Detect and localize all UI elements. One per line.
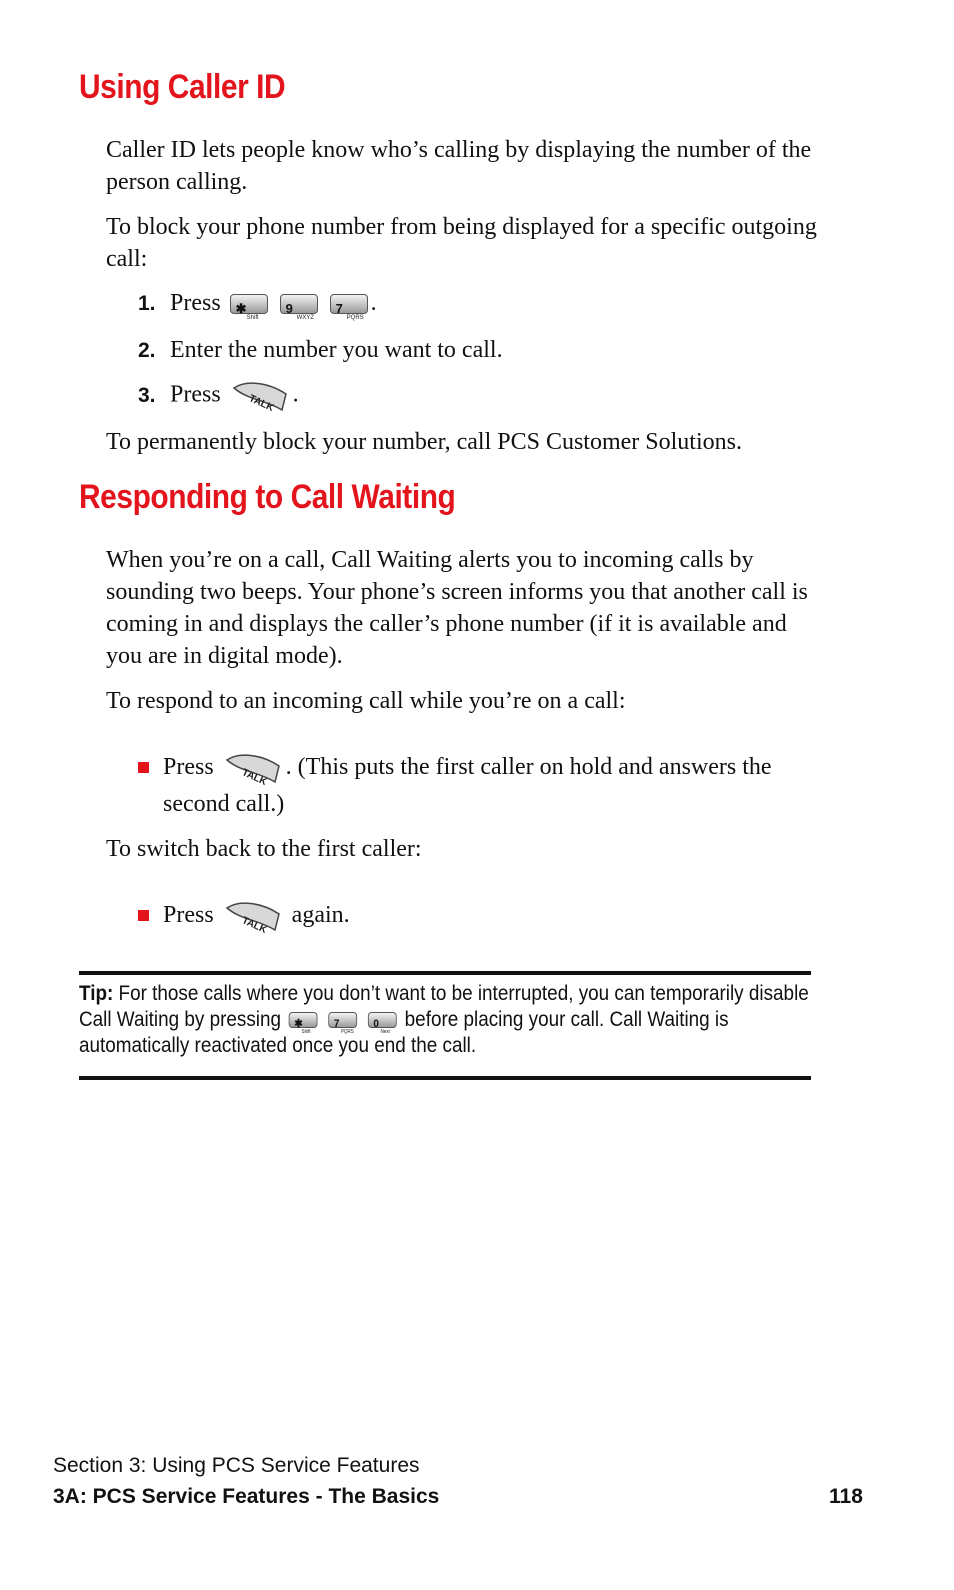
step-number: 1. [138, 292, 156, 315]
step-suffix: . [370, 290, 377, 316]
bullet-text: Press [163, 902, 214, 928]
bullet-square [138, 910, 149, 921]
seven-pqrs-key-icon: 7 PQRS [330, 294, 368, 314]
call-waiting-intro: When you’re on a call, Call Waiting alerts you to incoming calls by sounding two beeps. Your phone’s screen informs you that another call is coming in and displays the caller’s phone number (if it is available and you are in digital mode). [106, 547, 808, 669]
page-number: 118 [829, 1485, 863, 1508]
permanent-block-note: To permanently block your number, call PCS Customer Solutions. [106, 429, 742, 455]
step-number: 2. [138, 339, 156, 362]
bullet-switch-back [138, 897, 818, 937]
footer-section: Section 3: Using PCS Service Features [53, 1454, 420, 1477]
bullet-text: Press [163, 754, 214, 780]
bullet-square [138, 762, 149, 773]
zero-next-key-icon: 0 Next [368, 1012, 397, 1028]
step-suffix: . [292, 381, 299, 408]
step-text: Press [170, 381, 221, 408]
heading-using-caller-id: Using Caller ID [79, 68, 286, 106]
talk-key-icon: TALK [223, 750, 283, 786]
talk-key-icon: TALK [223, 898, 283, 934]
tip-text: For those calls where you don’t want to be interrupted, you can temporarily disable Call Waiting by pressing [79, 982, 809, 1031]
bullet-suffix: . (This puts the first caller on hold and answers the second call.) [163, 754, 772, 818]
star-shift-key-icon: ✱ Shift [230, 294, 268, 314]
tip-label: Tip: [79, 982, 114, 1005]
seven-pqrs-key-icon: 7 PQRS [328, 1012, 357, 1028]
star-shift-key-icon: ✱ Shift [289, 1012, 318, 1028]
bullet-answer-call [138, 749, 818, 822]
step-number: 3. [138, 383, 156, 407]
step-3 [138, 378, 299, 414]
heading-call-waiting: Responding to Call Waiting [79, 478, 456, 516]
respond-intro: To respond to an incoming call while you’re on a call: [106, 688, 626, 714]
caller-id-intro: Caller ID lets people know who’s calling by displaying the number of the person calling. [106, 137, 812, 195]
tip-box [79, 981, 819, 1059]
step-1 [138, 287, 377, 320]
step-2 [138, 334, 503, 367]
nine-wxyz-key-icon: 9 WXYZ [280, 294, 318, 314]
footer-chapter: 3A: PCS Service Features - The Basics [53, 1485, 440, 1508]
tip-top-rule [79, 971, 811, 975]
tip-text-after: before placing your call. Call Waiting is automatically reactivated once you end the call. [79, 1008, 729, 1057]
step-text: Enter the number you want to call. [170, 337, 503, 363]
block-intro: To block your phone number from being displayed for a specific outgoing call: [106, 214, 817, 272]
bullet-suffix: again. [291, 902, 350, 928]
tip-bottom-rule [79, 1076, 811, 1080]
switch-intro: To switch back to the first caller: [106, 836, 422, 862]
talk-key-icon: TALK [230, 378, 290, 414]
step-text: Press [170, 290, 221, 316]
